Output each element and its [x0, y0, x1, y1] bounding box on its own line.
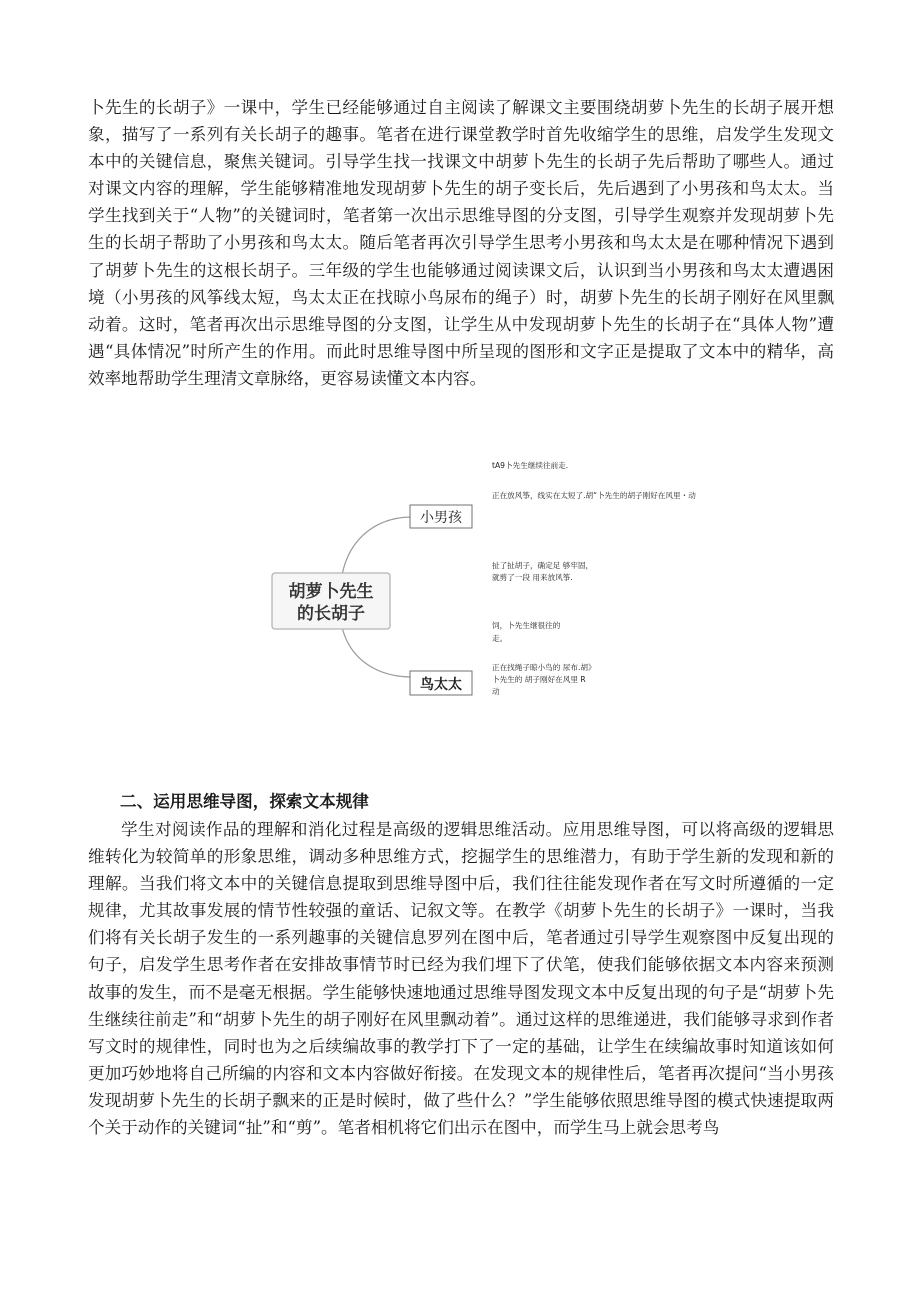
- note-bird-1-line1: 饲，卜先生继很往的: [492, 621, 561, 630]
- note-bird-2-line3: 动: [492, 687, 500, 696]
- paragraph-text: 卜先生的长胡子》一课中，学生已经能够通过自主阅读了解课文主要围绕胡萝卜先生的长胡子展开想象，描写了一系列有关长胡子的趣事。笔者在进行课堂教学时首先收缩学生的思维，启发学生发现文本中的关键信息，聚焦关键词。引导学生找一找课文中胡萝卜先生的长胡子先后帮助了哪些人。通过对课文内容的理解，学生能够精准地发现胡萝卜先生的胡子变长后，先后遇到了小男孩和鸟太太。当学生找到关于“人物”的关键词时，笔者第一次出示思维导图的分支图，引导学生观察并发现胡萝卜先生的长胡子帮助了小男孩和鸟太太。随后笔者再次引导学生思考小男孩和鸟太太是在哪种情况下遇到了胡萝卜先生的这根长胡子。三年级的学生也能够通过阅读课文后，认识到当小男孩和鸟太太遭遇困境（小男孩的风筝线太短，鸟太太正在找晾小鸟尿布的绳子）时，胡萝卜先生的长胡子刚好在风里飘动着。这时，笔者再次出示思维导图的分支图，让学生从中发现胡萝卜先生的长胡子在“具体人物”遭遇“具体情况”时所产生的作用。而此时思维导图中所呈现的图形和文字正是提取了文本中的精华，高效率地帮助学生理清文章脉络，更容易读懂文本内容。: [88, 98, 834, 388]
- connector-boy: [342, 517, 412, 575]
- connector-bird: [342, 627, 412, 677]
- note-boy-3-line2: 就剪了一段 用来放风筝.: [492, 573, 573, 582]
- note-boy-1: tA9卜先生继续往前走.: [492, 461, 569, 470]
- center-node-line2: 的长胡子: [297, 604, 365, 624]
- note-bird-1-line2: 走。: [492, 634, 508, 643]
- section-heading: 二、运用思维导图，探索文本规律: [120, 792, 369, 811]
- paragraph-text: 学生对阅读作品的理解和消化过程是高级的逻辑思维活动。应用思维导图，可以将高级的逻辑思维转化为较简单的形象思维，调动多种思维方式，挖掘学生的思维潜力，有助于学生新的发现和新的理解。当我们将文本中的关键信息提取到思维导图中后，我们往往能发现作者在写文时所遵循的一定规律，尤其故事发展的情节性较强的童话、记叙文等。在教学《胡萝卜先生的长胡子》一课时，当我们将有关长胡子发生的一系列趣事的关键信息罗列在图中后，笔者通过引导学生观察图中反复出现的句子，启发学生思考作者在安排故事情节时已经为我们埋下了伏笔，使我们能够依据文本内容来预测故事的发生，而不是毫无根据。学生能够快速地通过思维导图发现文本中反复出现的句子是“胡萝卜先生继续往前走”和“胡萝卜先生的胡子刚好在风里飘动着”。通过这样的思维递进，我们能够寻求到作者写文时的规律性，同时也为之后续编故事的教学打下了一定的基础，让学生在续编故事时知道该如何更加巧妙地将自己所编的内容和文本内容做好衔接。在发现文本的规律性后，笔者再次提问“当小男孩发现胡萝卜先生的长胡子飘来的正是时候时，做了些什么？”学生能够依照思维导图的模式快速提取两个关于动作的关键词“扯”和“剪”。笔者相机将它们出示在图中，而学生马上就会思考鸟: [88, 820, 834, 1138]
- body-paragraph-1: [88, 94, 834, 392]
- center-node-line1: 胡萝卜先生: [288, 582, 374, 602]
- note-boy-3-line1: 扯了扯胡子，确定足 够牢固，: [492, 561, 594, 570]
- note-bird-2-line2: 卜先生的 胡子刚好在风里 R: [492, 675, 586, 684]
- body-paragraph-2: [88, 816, 834, 1141]
- branch-label-boy: 小男孩: [420, 510, 462, 526]
- note-bird-2-line1: 正在找绳子晾小鸟的 尿布.胡》: [492, 663, 596, 672]
- note-boy-2: 正在放风筝，线实在太短了.胡“卜先生的胡子刚好在风里・动: [492, 491, 696, 500]
- branch-label-bird: 鸟太太: [420, 677, 462, 693]
